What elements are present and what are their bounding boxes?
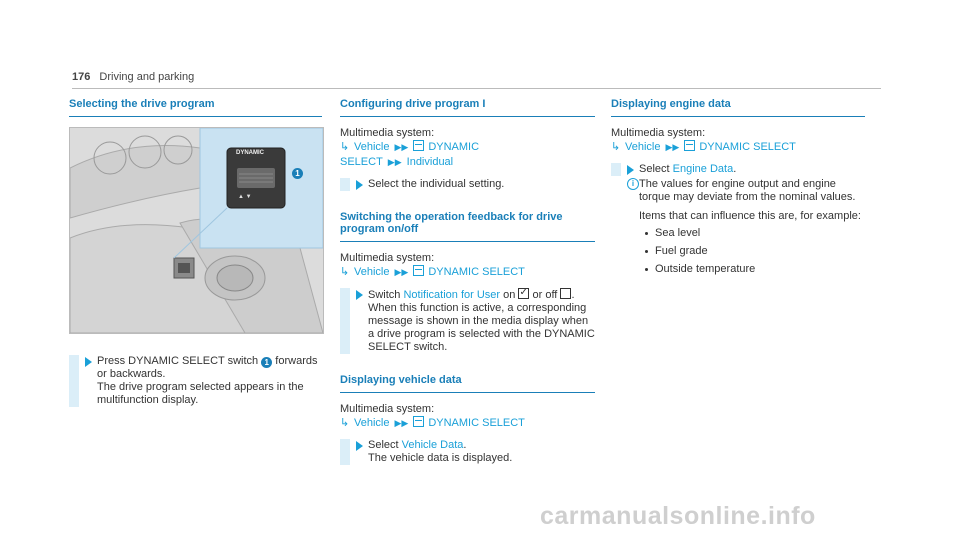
step-bar	[340, 288, 350, 354]
step-bar	[340, 439, 350, 465]
section-heading: Configuring drive program I	[340, 98, 486, 110]
column-2	[340, 98, 595, 465]
path-intro: Multimedia system:	[611, 127, 706, 139]
step-text: Select	[639, 163, 670, 175]
step-text: on	[503, 289, 516, 301]
dynamic-select-link[interactable]: DYNAMIC SELECT	[428, 266, 525, 278]
path-arrow-icon: ↳	[340, 141, 350, 153]
step-text: or off	[532, 289, 558, 301]
vehicle-link[interactable]: Vehicle	[625, 141, 661, 153]
double-chevron-icon: ▶▶	[394, 418, 409, 428]
info-icon: i	[627, 178, 639, 190]
step-arrow-icon	[85, 357, 92, 367]
path-arrow-icon: ↳	[340, 266, 350, 278]
step-text: The drive program selected appears in the multifunction display.	[97, 381, 304, 406]
instruction-step	[340, 178, 595, 191]
header-divider	[72, 88, 881, 89]
chapter-title: Driving and parking	[99, 71, 195, 83]
step-text: Switch	[368, 289, 401, 301]
path-intro: Multimedia system:	[340, 252, 435, 264]
menu-path	[611, 140, 865, 155]
heading-rule	[340, 241, 595, 242]
instruction-step: Select Vehicle Data. The vehicle data is displayed.	[340, 439, 595, 465]
vehicle-link[interactable]: Vehicle	[354, 417, 390, 429]
console-figure	[69, 127, 324, 334]
seat-icon	[413, 416, 424, 427]
list-item: Outside temperature	[639, 263, 865, 276]
heading-rule	[69, 116, 322, 117]
heading-line: program on/off	[340, 223, 419, 235]
page-number: 176	[72, 71, 91, 83]
vehicle-link[interactable]: Vehicle	[354, 141, 390, 153]
dynamic-select-link[interactable]: DYNAMIC SELECT	[699, 141, 796, 153]
heading-rule	[340, 116, 595, 117]
step-arrow-icon	[627, 165, 634, 175]
dynamic-link[interactable]: DYNAMIC	[428, 141, 480, 153]
notification-link[interactable]: Notification for User	[403, 289, 501, 301]
step-text: Select	[368, 439, 399, 451]
section-heading	[340, 211, 595, 235]
list-item: Fuel grade	[639, 245, 865, 258]
instruction-step: Select Engine Data.	[611, 163, 865, 176]
step-arrow-icon	[356, 290, 363, 300]
double-chevron-icon: ▶▶	[665, 142, 680, 152]
center-console-illustration	[70, 128, 323, 333]
menu-path	[340, 140, 595, 170]
double-chevron-icon: ▶▶	[394, 142, 409, 152]
step-bar	[69, 355, 79, 407]
vehicle-link[interactable]: Vehicle	[354, 266, 390, 278]
seat-icon	[413, 140, 424, 151]
menu-path	[340, 265, 595, 280]
step-arrow-icon	[356, 180, 363, 190]
step-text: Press DYNAMIC SELECT switch	[97, 355, 259, 367]
step-text: Select the individual setting.	[368, 178, 505, 190]
watermark: carmanualsonline.info	[540, 502, 816, 530]
section-heading: Displaying vehicle data	[340, 374, 462, 386]
callout-1-inline: 1	[261, 357, 272, 368]
seat-icon	[413, 265, 424, 276]
step-text: forwards or backwards.	[97, 355, 318, 380]
items-intro: Items that can influence this are, for example:	[639, 210, 861, 222]
section-heading: Selecting the drive program	[69, 98, 215, 110]
info-note	[611, 178, 865, 204]
path-intro: Multimedia system:	[340, 403, 435, 415]
engine-data-link[interactable]: Engine Data	[672, 163, 734, 175]
dynamic-label: DYNAMIC	[236, 150, 264, 156]
individual-link[interactable]: Individual	[406, 156, 454, 168]
instruction-step	[69, 355, 322, 407]
page-header	[72, 71, 194, 83]
path-arrow-icon: ↳	[611, 141, 621, 153]
path-intro: Multimedia system:	[340, 127, 435, 139]
info-text: The values for engine output and engine torque may deviate from the nominal values.	[639, 178, 856, 203]
heading-rule	[340, 392, 595, 393]
items-list	[611, 227, 865, 276]
menu-path	[340, 416, 595, 431]
path-arrow-icon: ↳	[340, 417, 350, 429]
column-3	[611, 98, 865, 276]
svg-text:▲ ▼: ▲ ▼	[238, 194, 252, 200]
step-text: When this function is active, a corresponding message is shown in the media display when a drive program is selected with the DYNAMIC SELECT switch.	[368, 302, 595, 353]
double-chevron-icon: ▶▶	[394, 267, 409, 277]
checkbox-on-icon	[518, 288, 529, 299]
instruction-step: Switch Notification for User on ✓ or off . When this function is active, a corresponding message is shown in the media display when a drive program is selected with the DYNAMIC SELECT switch.	[340, 288, 595, 354]
heading-line: Switching the operation feedback for drive	[340, 211, 563, 223]
dynamic-select-link[interactable]: DYNAMIC SELECT	[428, 417, 525, 429]
checkbox-off-icon	[560, 288, 571, 299]
callout-1: 1	[292, 168, 303, 179]
vehicle-data-link[interactable]: Vehicle Data	[401, 439, 464, 451]
step-bar	[340, 178, 350, 191]
section-heading: Displaying engine data	[611, 98, 731, 110]
column-1	[69, 98, 322, 127]
list-item: Sea level	[639, 227, 865, 240]
column-1-step	[69, 347, 322, 407]
heading-rule	[611, 116, 865, 117]
seat-icon	[684, 140, 695, 151]
step-bar	[611, 163, 621, 176]
double-chevron-icon: ▶▶	[387, 157, 402, 167]
select-link[interactable]: SELECT	[340, 156, 383, 168]
step-arrow-icon	[356, 441, 363, 451]
step-text: The vehicle data is displayed.	[368, 452, 513, 464]
